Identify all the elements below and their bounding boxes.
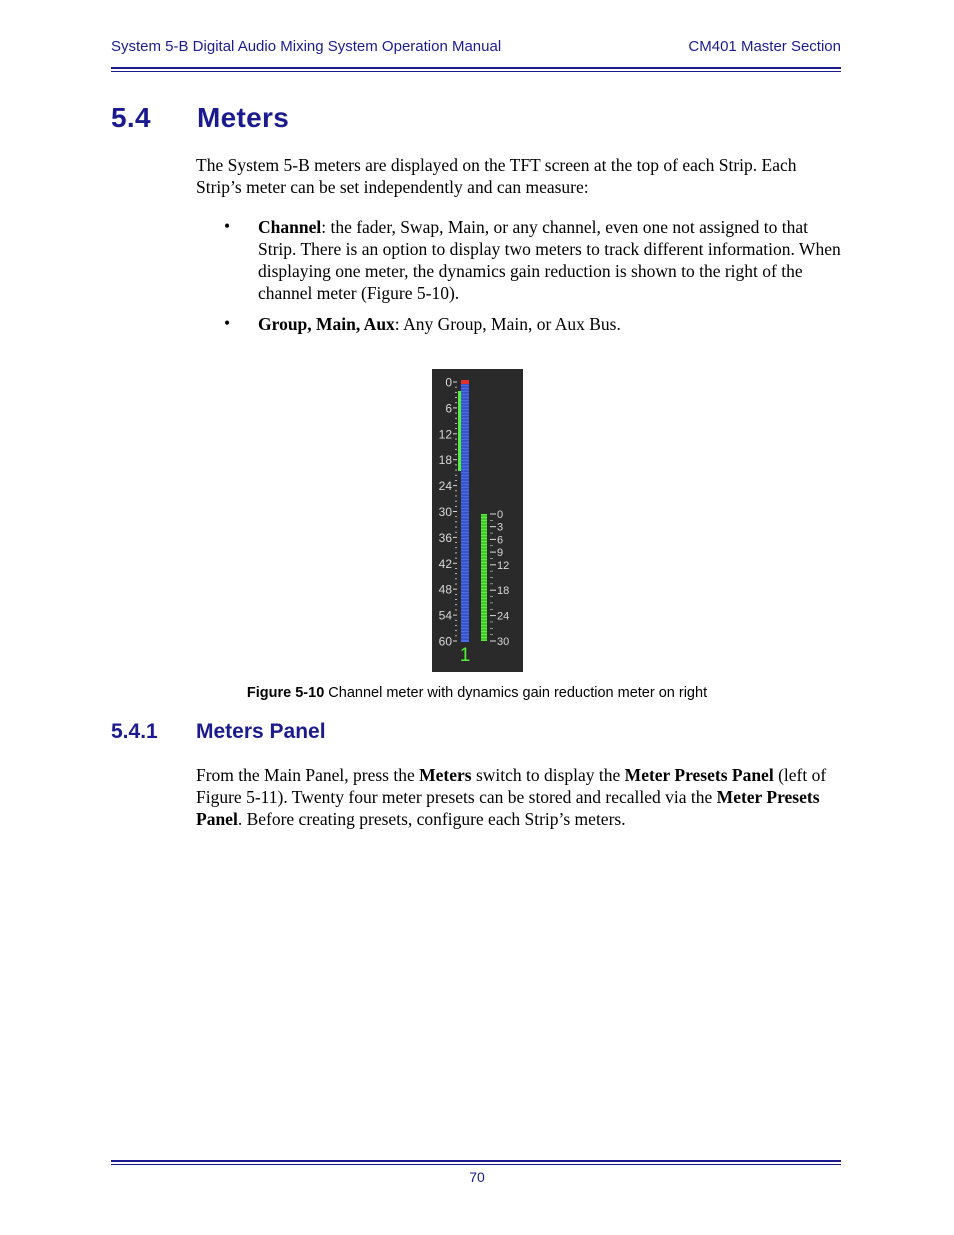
header-rule-top [111,67,841,69]
meter-right-tick-label: 24 [497,610,510,623]
header-rule-bottom [111,71,841,72]
para-text: From the Main Panel, press the [196,765,420,785]
meters-panel-paragraph [196,764,841,830]
meter-left-tick-label: 12 [438,427,452,442]
bullet-marker: • [224,313,231,333]
bullet-channel [258,216,841,304]
intro-paragraph: The System 5-B meters are displayed on the TFT screen at the top of each Strip. Each Strip’s meter can be set independently and can measure: [196,155,797,197]
meter-right-tick-label: 12 [497,559,510,572]
meter-right-tick-label: 3 [497,521,504,534]
header-section-title: CM401 Master Section [688,38,841,55]
meter-right-tick-label: 18 [497,585,510,598]
meter-left-tick-label: 48 [438,582,452,597]
bullet-group [258,313,841,335]
section-heading [111,102,289,134]
para-bold-meter-presets-panel: Meter Presets Panel [624,765,774,785]
meter-left-tick-label: 30 [438,505,452,519]
meter-right-tick-label: 6 [497,534,504,547]
bullet-marker: • [224,216,231,236]
meter-left-tick-label: 18 [438,453,452,468]
section-number: 5.4 [111,102,151,133]
bullet-term: Group, Main, Aux [258,314,395,334]
para-bold-meter-presets-panel: Meter Presets Panel [196,787,820,829]
meter-left-tick-label: 54 [438,608,452,623]
figure-caption [0,685,954,701]
page-number: 70 [469,1169,485,1185]
subsection-heading [111,720,326,744]
gr-meter-fill [481,514,487,641]
meter-left-tick-label: 6 [445,401,452,416]
channel-meter-peak [461,380,469,384]
bullet-term: Channel [258,217,322,237]
subsection-number: 5.4.1 [111,720,158,743]
figure-label: Figure 5-10 [246,685,325,701]
meter-left-tick-label: 36 [438,530,452,545]
meter-left-tick-label: 24 [438,479,452,494]
footer-rule-bottom [111,1164,841,1165]
meter-right-tick-label: 0 [497,509,504,521]
para-text: . Before creating presets, configure each Strip’s meters. [237,809,626,829]
channel-meter-figure [432,369,523,672]
header-manual-title: System 5-B Digital Audio Mixing System Operation Manual [111,38,502,55]
para-bold-meters: Meters [419,765,472,785]
meter-left-tick-label: 0 [445,375,452,390]
subsection-title: Meters Panel [196,720,326,743]
gain-reduction-meter-bar [481,514,487,641]
meter-right-tick-label: 9 [497,547,504,560]
para-text: (left of Figure 5-11). Twenty four meter presets can be stored and recalled via the [196,765,827,807]
meter-left-tick-label: 60 [438,634,452,649]
bullet-text: : the fader, Swap, Main, or any channel, even one not assigned to that Strip. There is an option to display two meters to track different information. When displaying one meter, the dynamics gain reduction is shown to the right of the channel meter (Figure 5-10). [258,217,841,303]
channel-meter-level [458,391,461,471]
para-text: switch to display the [471,765,625,785]
meter-right-tick-label: 30 [497,636,510,648]
footer-rule-top [111,1160,841,1162]
section-title: Meters [197,102,290,133]
figure-caption-text: Channel meter with dynamics gain reduction meter on right [324,685,708,701]
meter-channel-label: 1 [459,645,471,666]
bullet-text: : Any Group, Main, or Aux Bus. [394,314,621,334]
meter-left-tick-label: 42 [438,556,452,571]
